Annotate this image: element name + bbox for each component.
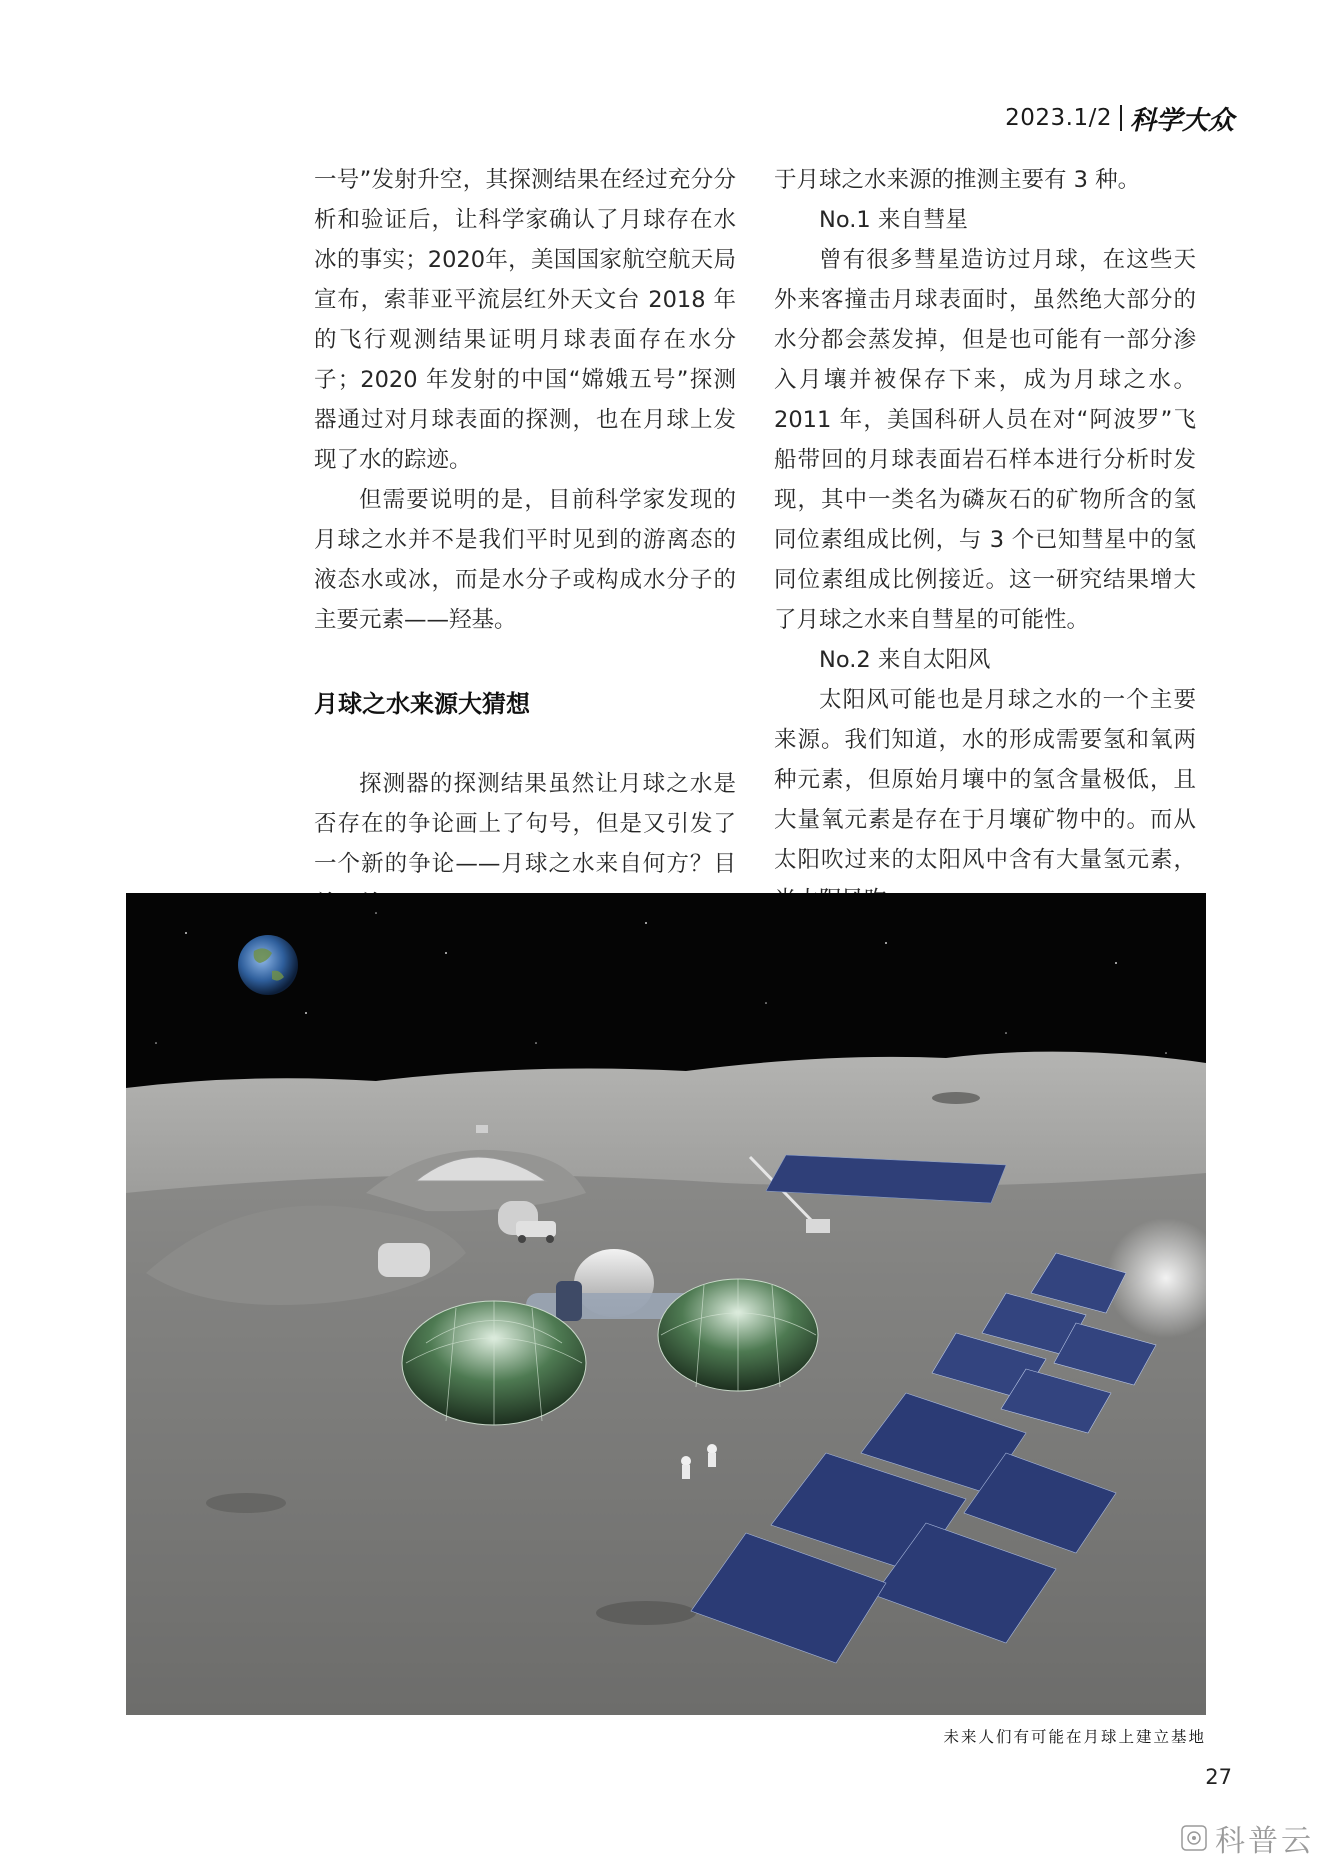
paragraph: 探测器的探测结果虽然让月球之水是否存在的争论画上了句号，但是又引发了一个新的争论——月球之水来自何方？目 <box>314 771 736 877</box>
right-column <box>774 160 1196 920</box>
paragraph: 太阳风可能也是月球之水的一个主要来源。我们知道，水的形成需要氢和氧两种元素，但原始月壤中的氢含量极低，且大量氧元素是存在于月壤矿物中的。而从太阳吹过来的太阳风中含有大量氢元素， <box>774 687 1196 873</box>
subheading: No.1 来自彗星 <box>819 207 968 233</box>
moon-base-illustration <box>126 893 1206 1715</box>
watermark-text: 科普云 <box>1215 1824 1314 1859</box>
page-number: 27 <box>1205 1765 1232 1789</box>
figure-caption: 未来人们有可能在月球上建立基地 <box>943 1728 1206 1746</box>
paragraph: 一号”发射升空，其探测结果在经过充分分析和验证后，让科学家确认了月球存在水冰的事实；2020年，美国国家航空航天局宣布，索菲亚平流层红外天文台 2018 年的飞行观测结果证明月球表面存在水分子；2020 年发射的中国“嫦娥五号”探测器通过对月球表面的探测，也在月球上发现了水的踪迹。 <box>314 167 736 473</box>
subheading: No.2 来自太阳风 <box>819 647 991 673</box>
magazine-brand: 科学大众 <box>1129 105 1234 136</box>
kepuyun-logo-icon <box>1181 1825 1207 1851</box>
earth-icon <box>238 935 298 995</box>
paragraph: 但需要说明的是，目前科学家发现的月球之水并不是我们平时见到的游离态的液态水或冰，而是水分子或构成水分子的主要元素——羟基。 <box>314 487 736 633</box>
issue-number: 2023.1/2 <box>1005 105 1112 131</box>
paragraph: 曾有很多彗星造访过月球，在这些天外来客撞击月球表面时，虽然绝大部分的水分都会蒸发掉，但是也可能有一部分渗入月壤并被保存下来，成为月球之水。2011 年，美国科研人员在对“阿波罗”飞船带回的月球表面岩石样本进行分析时发现，其中一类名为磷灰石的矿物所含的氢同位素组成比例，与 3 个已知彗星中的氢同位素组成比例接近。这一研究结果增大了月球之水来自彗星的可能性。 <box>774 247 1196 633</box>
left-column <box>314 160 736 924</box>
header-divider <box>1120 105 1122 131</box>
watermark <box>1181 1816 1314 1860</box>
page-header <box>1005 98 1234 138</box>
paragraph: 于月球之水来源的推测主要有 3 种。 <box>774 167 1141 193</box>
section-heading: 月球之水来源大猜想 <box>314 690 530 718</box>
